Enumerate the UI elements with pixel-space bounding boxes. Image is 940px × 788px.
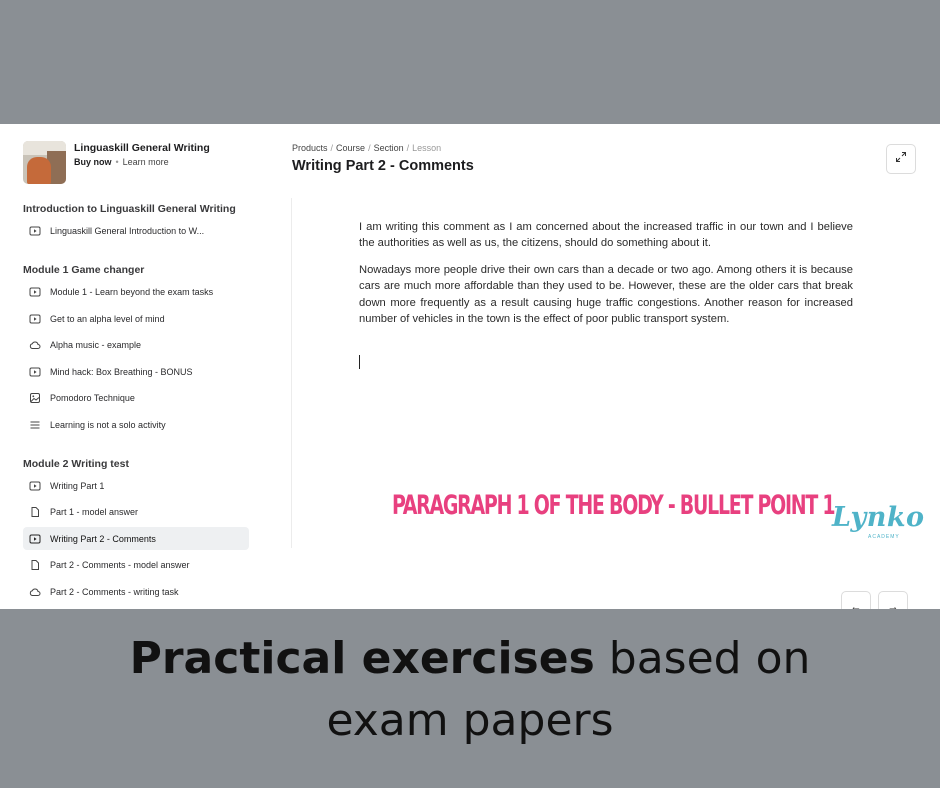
section-title-module-1[interactable]: Module 1 Game changer <box>23 264 145 276</box>
lesson-item[interactable] <box>23 333 249 356</box>
content-divider <box>291 198 292 548</box>
lesson-item[interactable] <box>23 474 249 497</box>
course-thumbnail[interactable] <box>23 141 66 184</box>
fullscreen-button[interactable] <box>886 144 916 174</box>
lesson-paragraph: Nowadays more people drive their own cars than a decade or two ago. Among others it is because cars are much more affordable than they used to be. However, these are the older cars that break down more frequently as a result causing huge traffic congestions. Another reason for increased number of vehicles in the town is the effect of poor public transport system. <box>359 264 853 325</box>
expand-icon <box>895 150 907 168</box>
separator-dot: • <box>115 157 119 167</box>
learn-more-link[interactable]: Learn more <box>122 157 169 167</box>
previous-lesson-button[interactable] <box>841 591 871 609</box>
video-icon <box>29 286 41 298</box>
promo-line-2: exam papers <box>326 695 614 746</box>
lesson-paragraph: I am writing this comment as I am concerned about the increased traffic in our town and I believe the authorities as well as us, the citizens, should do something about it. <box>359 221 853 250</box>
video-icon <box>29 366 41 378</box>
arrow-right-icon: → <box>887 601 899 609</box>
lesson-item[interactable] <box>23 553 249 576</box>
section-title-intro[interactable]: Introduction to Linguaskill General Writing <box>23 203 236 215</box>
section-title-module-2[interactable]: Module 2 Writing test <box>23 458 129 470</box>
course-header <box>23 141 273 185</box>
promo-text <box>0 628 940 752</box>
next-lesson-button[interactable] <box>878 591 908 609</box>
promo-line-1 <box>0 628 940 690</box>
lesson-item[interactable] <box>23 413 249 436</box>
lesson-item[interactable] <box>23 580 249 603</box>
lesson-item-label: Learning is not a solo activity <box>50 419 166 430</box>
breadcrumb-section[interactable]: Section <box>373 143 404 153</box>
promo-bold: Practical exercises <box>129 633 595 684</box>
logo-name: Lynko <box>832 502 925 533</box>
lesson-screen <box>0 124 940 609</box>
course-links <box>74 157 169 167</box>
lynko-logo <box>832 502 925 540</box>
lesson-item-label: Writing Part 1 <box>50 480 105 491</box>
logo-subtitle: ACADEMY <box>868 534 900 540</box>
lesson-item-active[interactable] <box>23 527 249 550</box>
lesson-item[interactable] <box>23 307 249 330</box>
video-icon <box>29 533 41 545</box>
lesson-item[interactable] <box>23 360 249 383</box>
lesson-item-label: Part 1 - model answer <box>50 506 139 517</box>
text-lines-icon <box>29 419 41 431</box>
lesson-item[interactable] <box>23 500 249 523</box>
lesson-item-label: Linguaskill General Introduction to W... <box>50 225 205 236</box>
document-icon <box>29 506 41 518</box>
image-icon <box>29 392 41 404</box>
video-icon <box>29 225 41 237</box>
lesson-item-label: Part 2 - Comments - writing task <box>50 586 179 597</box>
lesson-item-label: Module 1 - Learn beyond the exam tasks <box>50 286 214 297</box>
course-title[interactable]: Linguaskill General Writing <box>74 142 210 154</box>
lesson-item-label: Writing Part 2 - Comments <box>50 533 156 544</box>
breadcrumb-course[interactable]: Course <box>336 143 366 153</box>
breadcrumb-products[interactable]: Products <box>292 143 328 153</box>
breadcrumb-lesson: Lesson <box>412 143 442 153</box>
document-icon <box>29 559 41 571</box>
lesson-item-label: Part 2 - Comments - model answer <box>50 559 190 570</box>
page-title: Writing Part 2 - Comments <box>292 158 474 174</box>
cloud-icon <box>29 339 41 351</box>
video-icon <box>29 480 41 492</box>
lesson-item[interactable] <box>23 280 249 303</box>
breadcrumb: Products / Course / Section / Lesson <box>292 143 442 153</box>
arrow-left-icon: ← <box>850 601 862 609</box>
promo-rest: based on <box>594 633 811 684</box>
lesson-item[interactable] <box>23 219 249 242</box>
lesson-item-label: Get to an alpha level of mind <box>50 313 165 324</box>
video-icon <box>29 313 41 325</box>
text-cursor <box>359 355 360 369</box>
buy-now-link[interactable]: Buy now <box>74 157 112 167</box>
lesson-item-label: Mind hack: Box Breathing - BONUS <box>50 366 193 377</box>
lesson-item-label: Pomodoro Technique <box>50 392 135 403</box>
overlay-caption: PARAGRAPH 1 OF THE BODY - BULLET POINT 1 <box>392 490 835 521</box>
lesson-item-label: Alpha music - example <box>50 339 142 350</box>
cloud-icon <box>29 586 41 598</box>
lesson-item[interactable] <box>23 386 249 409</box>
